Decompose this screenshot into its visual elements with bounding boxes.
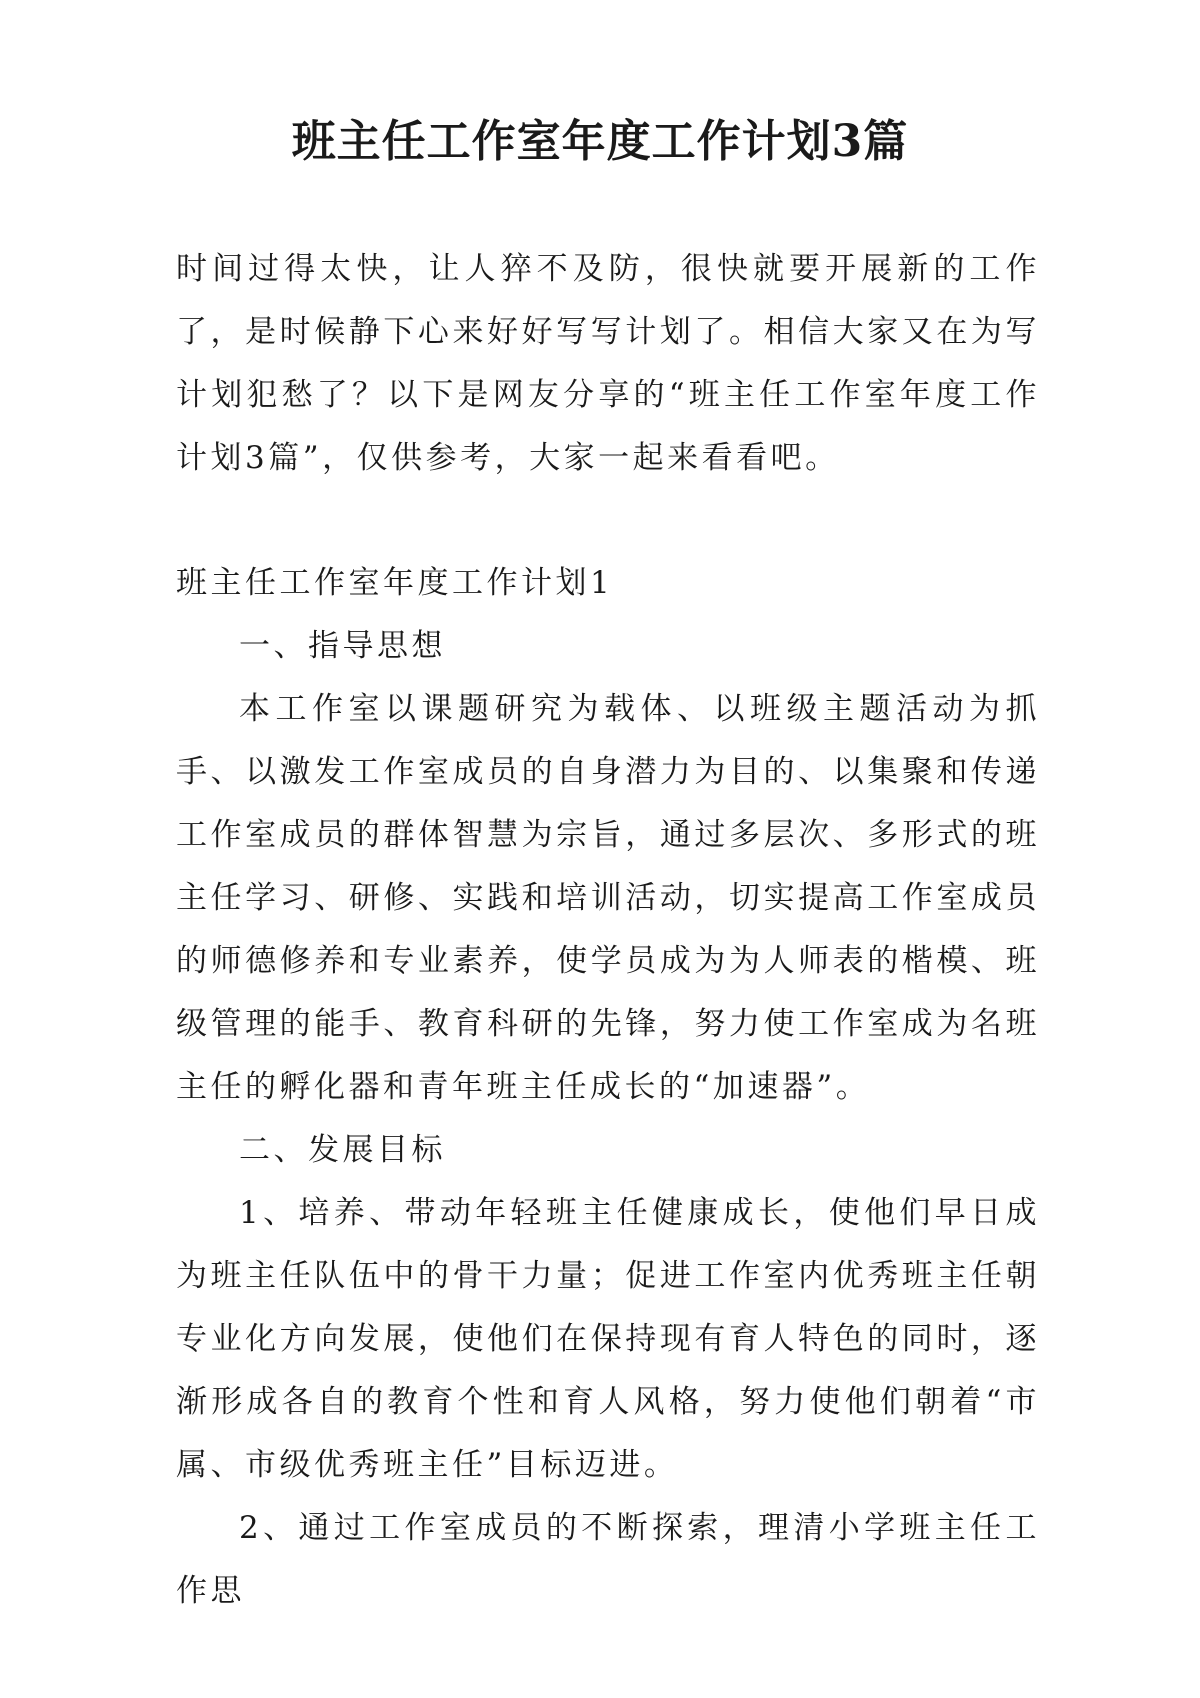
paragraph-goal-2: 2、通过工作室成员的不断探索，理清小学班主任工作思 [176, 1510, 1040, 1609]
paragraph-guiding-ideology: 本工作室以课题研究为载体、以班级主题活动为抓手、以激发工作室成员的自身潜力为目的、以集聚和传递工作室成员的群体智慧为宗旨，通过多层次、多形式的班主任学习、研修、实践和培训活动，切实提高工作室成员的师德修养和专业素养，使学员成为为人师表的楷模、班级管理的能手、教育科研的先锋，努力使工作室成为名班主任的孵化器和青年班主任成长的“加速器”。 [176, 691, 1040, 1105]
heading-development-goals: 二、发展目标 [239, 1132, 446, 1168]
heading-guiding-ideology: 一、指导思想 [239, 628, 446, 664]
document-body [176, 238, 1040, 1623]
section-title: 班主任工作室年度工作计划1 [176, 565, 614, 601]
document-title: 班主任工作室年度工作计划3篇 [291, 116, 909, 167]
paragraph-goal-1: 1、培养、带动年轻班主任健康成长，使他们早日成为班主任队伍中的骨干力量；促进工作室内优秀班主任朝专业化方向发展，使他们在保持现有育人特色的同时，逐渐形成各自的教育个性和育人风格，努力使他们朝着“市属、市级优秀班主任”目标迈进。 [176, 1195, 1040, 1483]
intro-paragraph: 时间过得太快，让人猝不及防，很快就要开展新的工作了，是时候静下心来好好写写计划了。相信大家又在为写计划犯愁了？以下是网友分享的“班主任工作室年度工作计划3篇”，仅供参考，大家一起来看看吧。 [176, 251, 1040, 476]
